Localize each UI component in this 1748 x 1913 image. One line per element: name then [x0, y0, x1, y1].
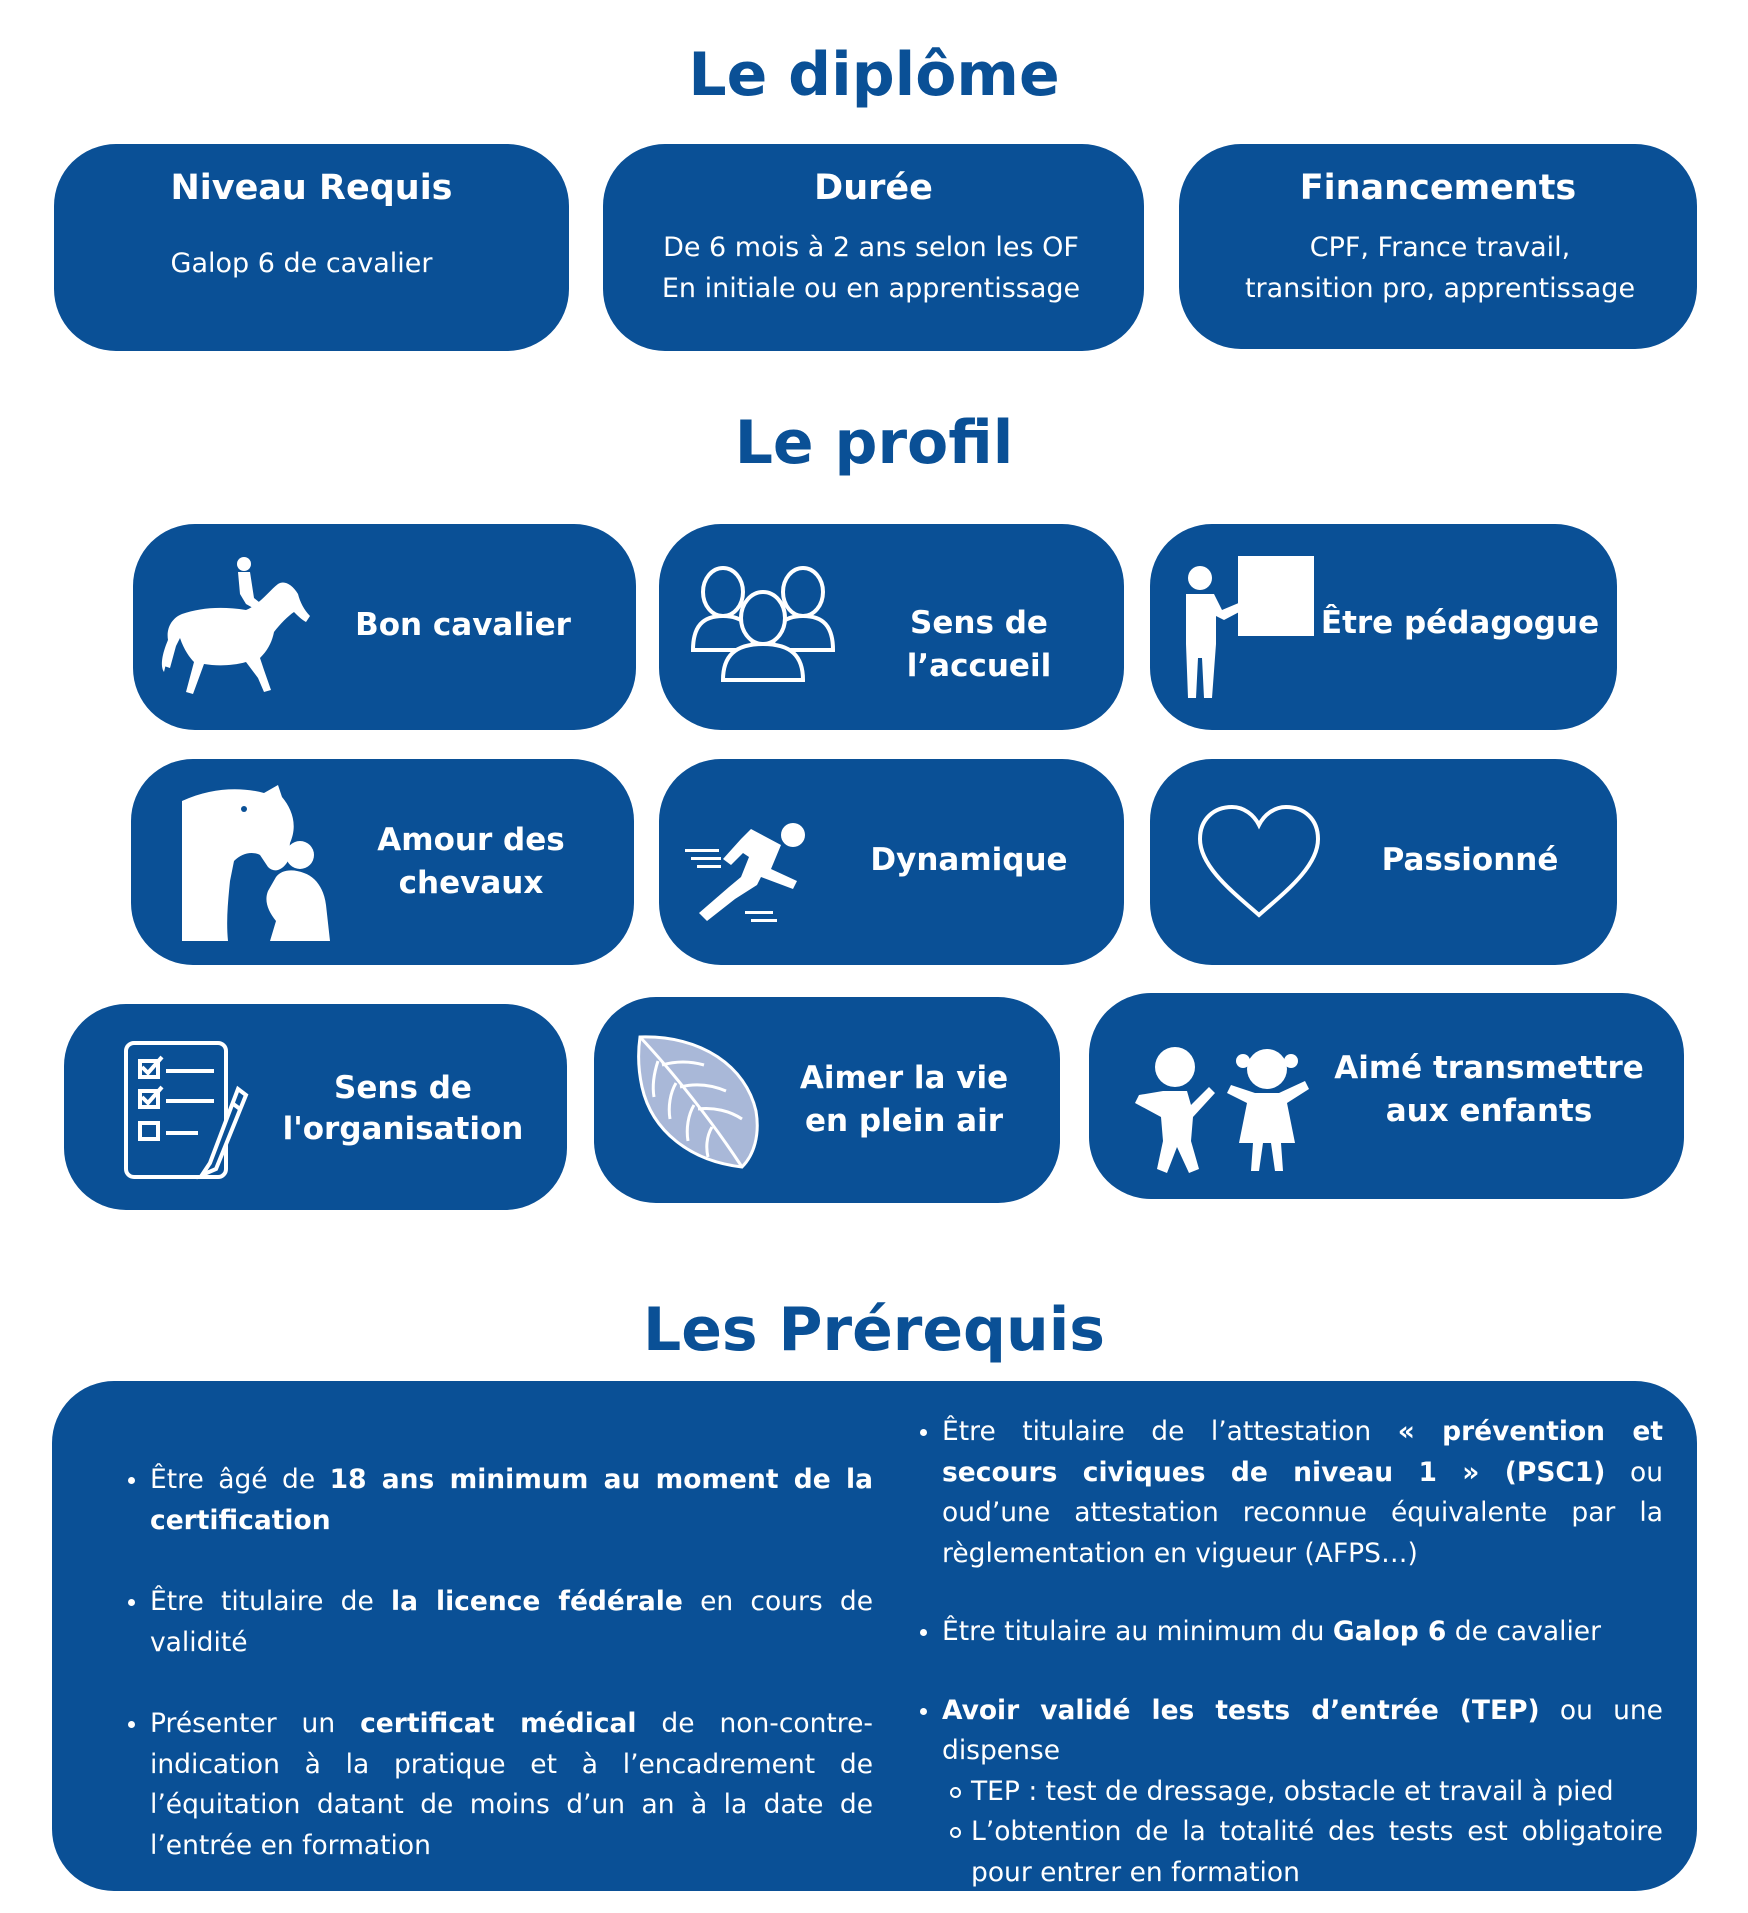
- item-text: Présenter un: [150, 1708, 361, 1739]
- heart-icon: [1194, 803, 1324, 923]
- diplome-title: Le diplôme: [688, 40, 1060, 110]
- card-title: Niveau Requis: [170, 168, 453, 208]
- card-text: En initiale ou en apprentissage: [661, 273, 1081, 304]
- profil-label: Amour des: [377, 822, 565, 858]
- profil-card-plein-air: [594, 997, 1060, 1203]
- profil-card-amour-chevaux: [131, 759, 634, 965]
- profil-label: Sens de: [334, 1070, 472, 1106]
- profil-label: Sens de l’accueil: [906, 605, 1052, 684]
- item-text: ou une dispense: [942, 1694, 1663, 1766]
- item-text: de cavalier: [1446, 1616, 1602, 1647]
- item-text-bold: 18 ans minimum au moment de la certification: [150, 1464, 873, 1536]
- profil-label: chevaux: [398, 865, 544, 901]
- prerequis-subitem: TEP : test de dressage, obstacle et travail à pied: [898, 1772, 1663, 1813]
- item-text-bold: la licence fédérale: [391, 1586, 683, 1617]
- card-title: Durée: [814, 168, 933, 208]
- profil-label: Passionné: [1381, 842, 1559, 878]
- horse-rider-icon: [160, 554, 310, 704]
- profil-label: Dynamique: [870, 842, 1068, 878]
- item-text: en cours de validité: [150, 1586, 874, 1658]
- item-text: ou oud’une attestation reconnue équivalente par la règlementation en vigueur (AFPS…): [942, 1456, 1664, 1569]
- prerequis-subitem: L’obtention de la totalité des tests est obligatoire pour entrer en formation: [898, 1812, 1663, 1893]
- profil-label: Aimé transmettre: [1334, 1050, 1644, 1086]
- profil-label: l'organisation: [282, 1111, 524, 1147]
- item-text: Être titulaire de l’attestation: [942, 1416, 1398, 1447]
- card-text: Galop 6 de cavalier: [170, 248, 433, 279]
- prerequis-item: [128, 1460, 873, 1541]
- item-text-bold: certificat médical: [360, 1708, 637, 1739]
- item-text-bold: Galop 6: [1332, 1616, 1447, 1647]
- item-text: Être âgé de: [150, 1464, 330, 1495]
- children-icon: [1127, 1045, 1317, 1175]
- profil-card-enfants: [1089, 993, 1684, 1199]
- card-title: Financements: [1299, 168, 1577, 208]
- prerequis-item: [920, 1612, 1663, 1653]
- item-text: Être titulaire de: [150, 1586, 392, 1617]
- card-niveau-requis: [54, 144, 569, 351]
- card-text: transition pro, apprentissage: [1244, 273, 1636, 304]
- prerequis-left-column: [128, 1460, 873, 1866]
- profil-card-dynamique: [659, 759, 1124, 965]
- prerequis-item: [920, 1412, 1663, 1574]
- runner-icon: [685, 821, 815, 931]
- profil-card-accueil: [659, 524, 1124, 730]
- leaf-icon: [632, 1031, 762, 1171]
- profil-label: Être pédagogue: [1320, 605, 1600, 641]
- profil-label: Aimer la vie: [799, 1060, 1009, 1096]
- profil-label: Bon cavalier: [355, 607, 571, 643]
- item-text: de non-contre-indication à la pratique et à l’encadrement de l’équitation datant de moins d’un an à la date de l’entrée en formation: [150, 1708, 873, 1861]
- prerequis-item: [920, 1691, 1663, 1772]
- profil-title: Le profil: [734, 408, 1014, 478]
- profil-card-passionne: [1150, 759, 1617, 965]
- group-people-icon: [683, 562, 843, 692]
- horse-person-icon: [182, 781, 342, 941]
- card-financements: [1179, 144, 1697, 349]
- prerequis-right-column: [920, 1412, 1663, 1893]
- profil-card-organisation: [64, 1004, 567, 1210]
- item-text-bold: « prévention et secours civiques de niveau 1 » (PSC1): [942, 1416, 1663, 1488]
- card-text: CPF, France travail,: [1309, 232, 1571, 263]
- item-text: Être titulaire au minimum du: [942, 1616, 1333, 1647]
- profil-label: aux enfants: [1385, 1093, 1593, 1129]
- checklist-icon: [122, 1039, 252, 1181]
- card-duree: [603, 144, 1144, 351]
- profil-card-pedagogue: [1150, 524, 1617, 730]
- prerequis-item: [128, 1704, 873, 1866]
- prerequis-title: Les Prérequis: [642, 1295, 1105, 1365]
- profil-card-bon-cavalier: [133, 524, 636, 730]
- profil-label: en plein air: [804, 1103, 1004, 1139]
- teacher-board-icon: [1178, 554, 1318, 704]
- item-text-bold: Avoir validé les tests d’entrée (TEP): [942, 1694, 1540, 1726]
- prerequis-item: [128, 1582, 873, 1663]
- card-text: De 6 mois à 2 ans selon les OF: [663, 232, 1079, 263]
- prerequis-box: [52, 1381, 1697, 1891]
